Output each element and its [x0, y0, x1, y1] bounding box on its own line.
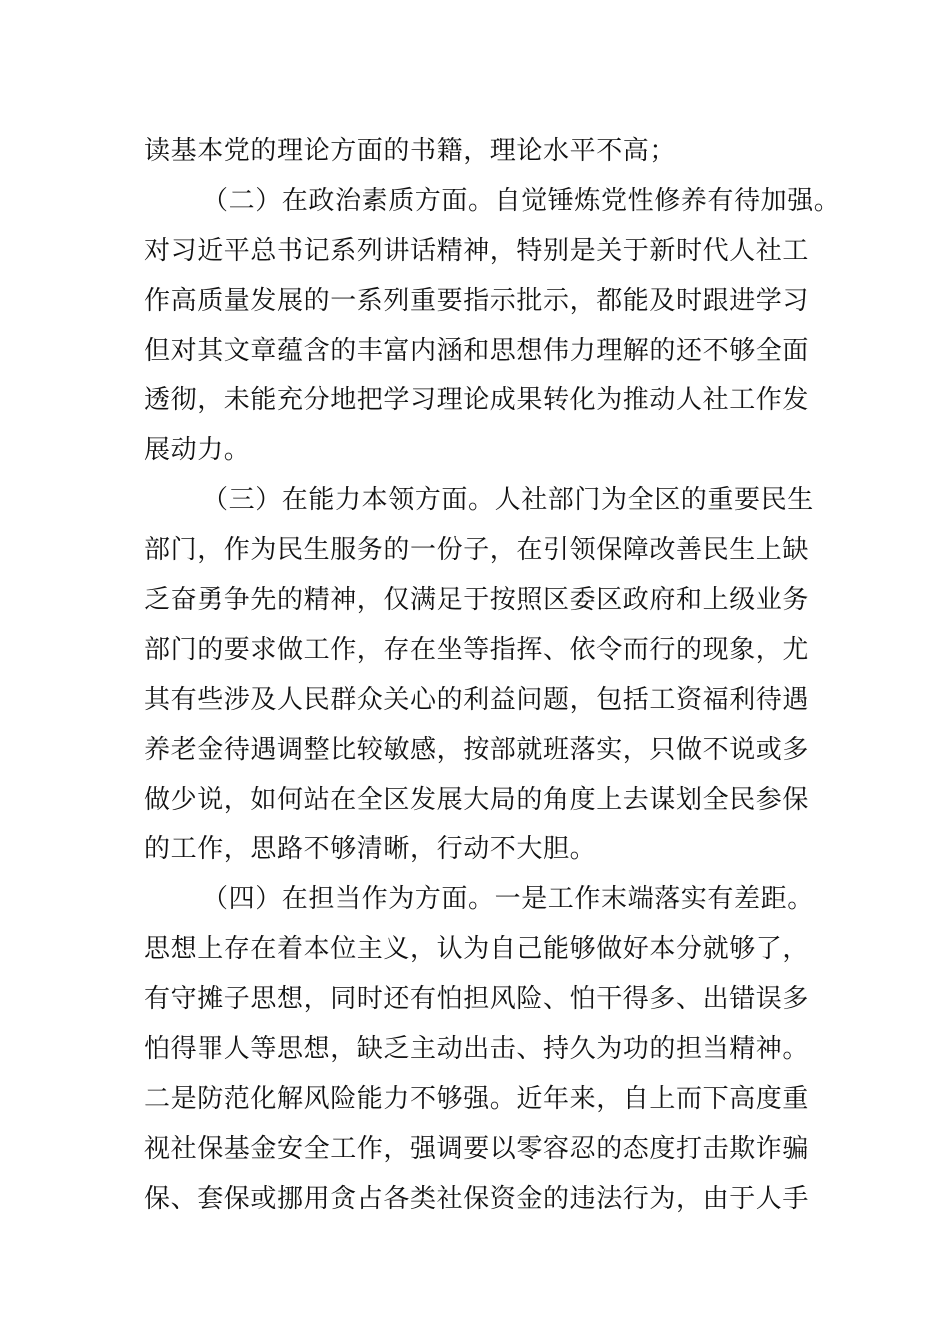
text-line: 思想上存在着本位主义，认为自己能够做好本分就够了， — [144, 934, 810, 965]
text-line: 部门的要求做工作，存在坐等指挥、依令而行的现象，尤 — [144, 634, 810, 665]
text-line: 部门，作为民生服务的一份子，在引领保障改善民生上缺 — [144, 535, 810, 566]
text-line: 怕得罪人等思想，缺乏主动出击、持久为功的担当精神。 — [144, 1034, 810, 1065]
document-body — [144, 127, 841, 1225]
text-line: 读基本党的理论方面的书籍，理论水平不高； — [144, 136, 677, 166]
text-line: 有守摊子思想，同时还有怕担风险、怕干得多、出错误多 — [144, 984, 810, 1015]
paragraph-first-line: （二）在政治素质方面。自觉锤炼党性修养有待加强。 — [202, 185, 841, 216]
paragraph-first-line: （四）在担当作为方面。一是工作末端落实有差距。 — [202, 884, 814, 915]
text-line: 对习近平总书记系列讲话精神，特别是关于新时代人社工 — [144, 235, 810, 266]
paragraph-first-line: （三）在能力本领方面。人社部门为全区的重要民生 — [202, 485, 814, 516]
text-line: 的工作，思路不够清晰，行动不大胆。 — [144, 834, 597, 865]
text-line: 展动力。 — [144, 435, 251, 466]
text-line: 保、套保或挪用贪占各类社保资金的违法行为，由于人手 — [144, 1183, 810, 1214]
text-line: 但对其文章蕴含的丰富内涵和思想伟力理解的还不够全面 — [144, 335, 810, 366]
text-line: 养老金待遇调整比较敏感，按部就班落实，只做不说或多 — [144, 734, 810, 765]
text-line: 乏奋勇争先的精神，仅满足于按照区委区政府和上级业务 — [144, 585, 810, 616]
text-line: 二是防范化解风险能力不够强。近年来，自上而下高度重 — [144, 1083, 810, 1114]
text-line: 透彻，未能充分地把学习理论成果转化为推动人社工作发 — [144, 385, 810, 416]
text-line: 作高质量发展的一系列重要指示批示，都能及时跟进学习 — [144, 285, 810, 316]
text-line: 其有些涉及人民群众关心的利益问题，包括工资福利待遇 — [144, 684, 810, 715]
text-line: 视社保基金安全工作，强调要以零容忍的态度打击欺诈骗 — [144, 1133, 810, 1164]
text-line: 做少说，如何站在全区发展大局的角度上去谋划全民参保 — [144, 784, 810, 815]
